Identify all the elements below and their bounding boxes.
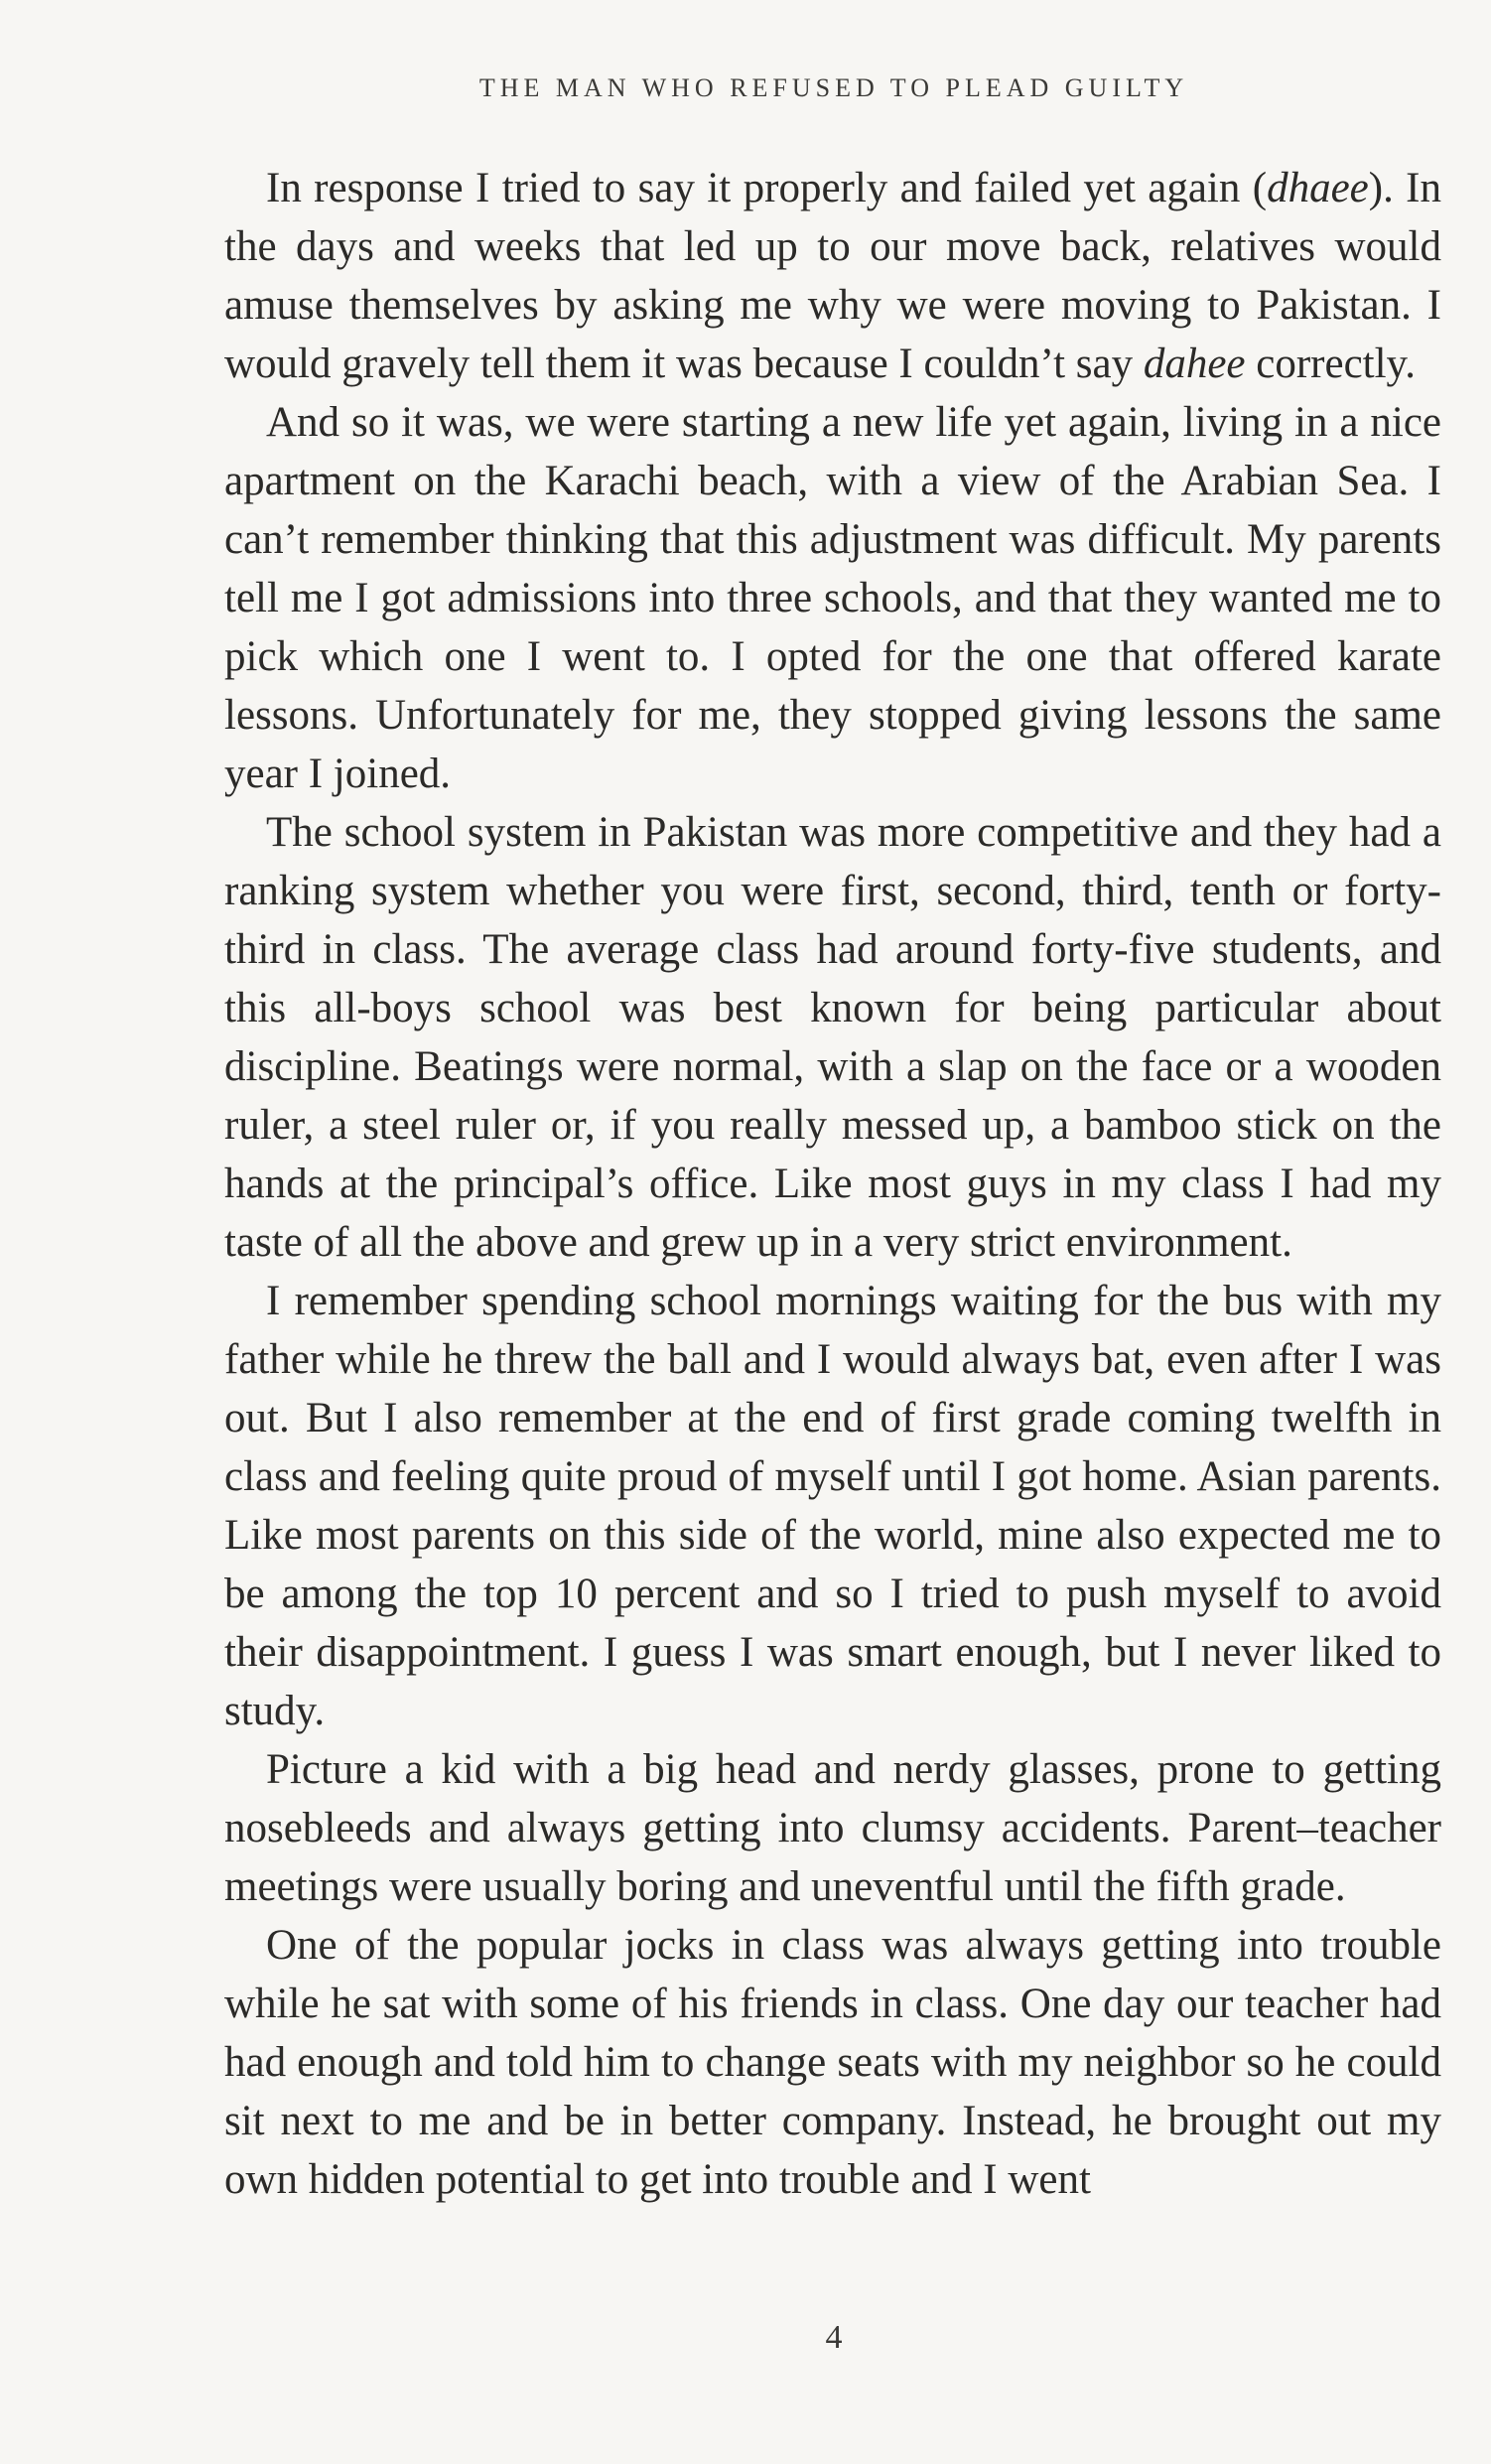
text-segment: I remember spending school mornings waiting for the bus with my father while he threw the ball and I would always bat, even after I was out. But I also remember at the end of first grade coming twelfth in class and feeling quite proud of myself until I got home. Asian parents. Like most parents on this side of the world, mine also expected me to be among the top 10 percent and so I tried to push myself to avoid their disappointment. I guess I was smart enough, but I never liked to study. (224, 1278, 1441, 1734)
text-segment: The school system in Pakistan was more competitive and they had a ranking system whether you were first, second, third, tenth or forty-third in class. The average class had around forty-five students, and this all-boys school was best known for being particular about discipline. Beatings were normal, with a slap on the face or a wooden ruler, a steel ruler or, if you really messed up, a bamboo stick on the hands at the principal’s office. Like most guys in my class I had my taste of all the above and grew up in a very strict environment. (224, 809, 1441, 1266)
text-segment: And so it was, we were starting a new life yet again, living in a nice apartment on the Karachi beach, with a view of the Arabian Sea. I can’t remember thinking that this adjustment was difficult. My parents tell me I got admissions into three schools, and that they wanted me to pick which one I went to. I opted for the one that offered karate lessons. Unfortunately for me, they stopped giving lessons the same year I joined. (224, 399, 1441, 797)
text-segment: One of the popular jocks in class was always getting into trouble while he sat with some of his friends in class. One day our teacher had had enough and told him to change seats with my neighbor so he could sit next to me and be in better company. Instead, he brought out my own hidden potential to get into trouble and I went (224, 1922, 1441, 2203)
text-segment: Picture a kid with a big head and nerdy glasses, prone to getting nosebleeds and always getting into clumsy accidents. Parent–teacher meetings were usually boring and uneventful until the fifth grade. (224, 1746, 1441, 1910)
text-segment: correctly. (1245, 341, 1417, 387)
paragraph-1 (224, 159, 1441, 393)
italic-word: dahee (1143, 341, 1246, 387)
body-text (224, 159, 1441, 2209)
paragraph-3 (224, 803, 1441, 1272)
paragraph-6 (224, 1916, 1441, 2209)
page-number: 4 (825, 2319, 843, 2356)
paragraph-2 (224, 393, 1441, 803)
paragraph-4 (224, 1272, 1441, 1740)
running-head: THE MAN WHO REFUSED TO PLEAD GUILTY (478, 73, 1189, 102)
text-segment: ). In the days and weeks that led up to our move back, relatives would amuse themselves by asking me why we were moving to Pakistan. I would gravely tell them it was because I couldn’t say (224, 165, 1442, 387)
italic-word: dhaee (1267, 165, 1369, 211)
text-segment: In response I tried to say it properly and failed yet again ( (266, 165, 1268, 211)
paragraph-5 (224, 1740, 1441, 1916)
